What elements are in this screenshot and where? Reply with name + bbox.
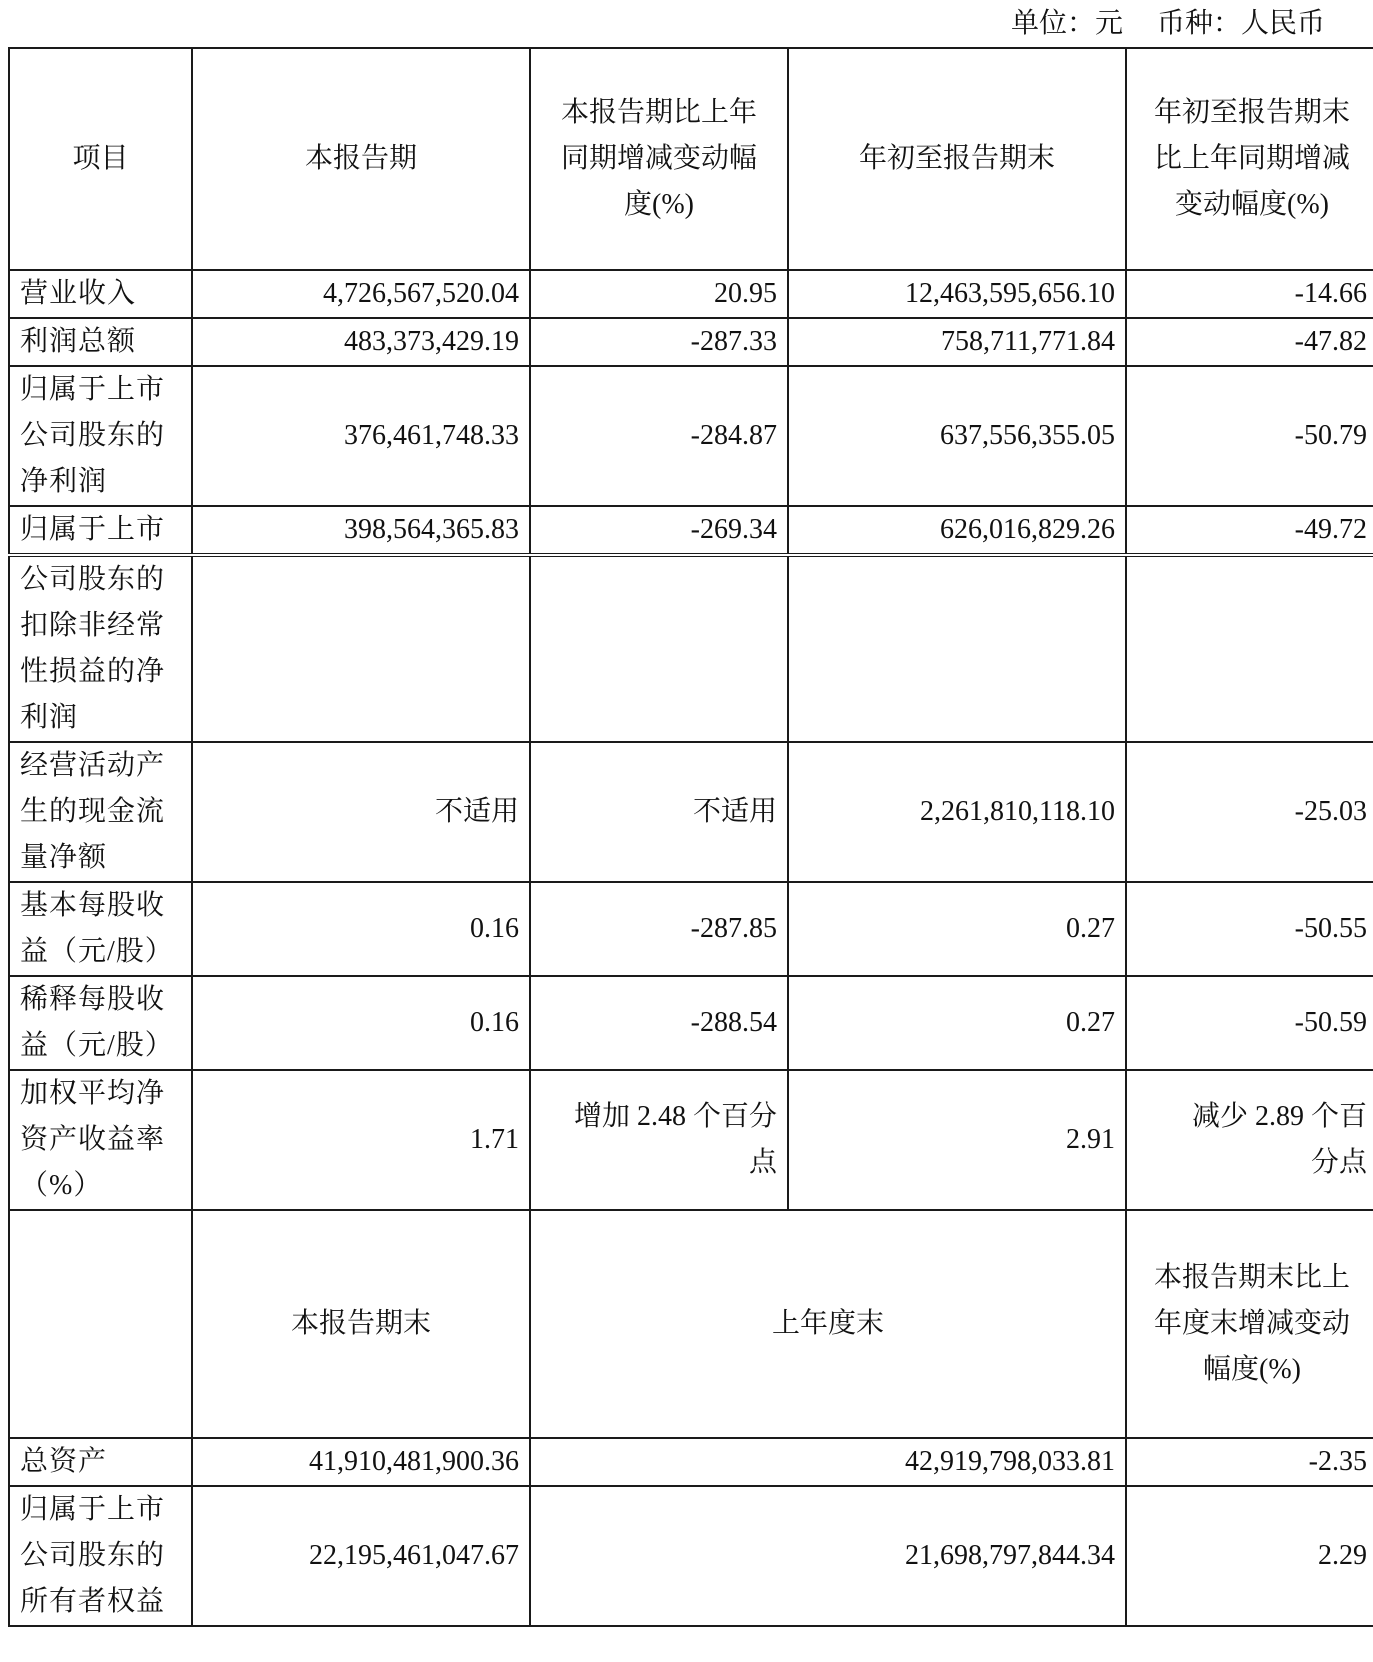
table-row [9, 318, 1373, 366]
cell-current-yoy: -287.85 [530, 882, 788, 976]
cell-ytd: 2.91 [788, 1070, 1126, 1210]
cell-current: 不适用 [192, 742, 530, 882]
header-ytd: 年初至报告期末 [788, 48, 1126, 270]
table-row [9, 270, 1373, 318]
header-period-change: 本报告期末比上年度末增减变动幅度(%) [1126, 1210, 1373, 1438]
cell-ytd: 12,463,595,656.10 [788, 270, 1126, 318]
cell-ytd: 626,016,829.26 [788, 506, 1126, 555]
cell-ytd [788, 555, 1126, 742]
cell-prior-year-end: 21,698,797,844.34 [530, 1486, 1126, 1626]
table-row [9, 742, 1373, 882]
table-row [9, 1486, 1373, 1626]
table-row [9, 1070, 1373, 1210]
cell-current-yoy: 20.95 [530, 270, 788, 318]
row-label: 归属于上市 [9, 506, 192, 555]
row-label: 归属于上市公司股东的净利润 [9, 366, 192, 506]
header-row [9, 48, 1373, 270]
financial-data-table [8, 47, 1373, 1627]
row-label: 利润总额 [9, 318, 192, 366]
cell-current: 398,564,365.83 [192, 506, 530, 555]
cell-current: 376,461,748.33 [192, 366, 530, 506]
cell-ytd-yoy: -50.59 [1126, 976, 1373, 1070]
row-label: 稀释每股收益（元/股） [9, 976, 192, 1070]
cell-ytd: 0.27 [788, 976, 1126, 1070]
cell-current-yoy: 增加 2.48 个百分点 [530, 1070, 788, 1210]
cell-ytd-yoy: -14.66 [1126, 270, 1373, 318]
cell-current: 4,726,567,520.04 [192, 270, 530, 318]
row-label: 经营活动产生的现金流量净额 [9, 742, 192, 882]
row-label: 基本每股收益（元/股） [9, 882, 192, 976]
cell-ytd-yoy: -50.79 [1126, 366, 1373, 506]
cell-current: 0.16 [192, 882, 530, 976]
unit-note [1011, 4, 1325, 44]
currency-label: 币种：人民币 [1156, 8, 1325, 39]
table-row [9, 555, 1373, 742]
cell-current-yoy: 不适用 [530, 742, 788, 882]
cell-current-yoy: -287.33 [530, 318, 788, 366]
header-current-period: 本报告期 [192, 48, 530, 270]
cell-change: -2.35 [1126, 1438, 1373, 1486]
row-label: 加权平均净资产收益率（%） [9, 1070, 192, 1210]
table-row [9, 366, 1373, 506]
cell-current-yoy: -284.87 [530, 366, 788, 506]
cell-change: 2.29 [1126, 1486, 1373, 1626]
cell-period-end: 41,910,481,900.36 [192, 1438, 530, 1486]
cell-current: 483,373,429.19 [192, 318, 530, 366]
cell-ytd: 637,556,355.05 [788, 366, 1126, 506]
cell-current-yoy: -269.34 [530, 506, 788, 555]
cell-ytd-yoy: -49.72 [1126, 506, 1373, 555]
balance-header-row [9, 1210, 1373, 1438]
table-row [9, 1438, 1373, 1486]
cell-ytd-yoy: -47.82 [1126, 318, 1373, 366]
cell-ytd-yoy: 减少 2.89 个百分点 [1126, 1070, 1373, 1210]
cell-ytd-yoy: -25.03 [1126, 742, 1373, 882]
cell-ytd-yoy: -50.55 [1126, 882, 1373, 976]
header-prior-year-end: 上年度末 [530, 1210, 1126, 1438]
header-ytd-yoy: 年初至报告期末比上年同期增减变动幅度(%) [1126, 48, 1373, 270]
cell-current [192, 555, 530, 742]
table-row [9, 976, 1373, 1070]
cell-current-yoy: -288.54 [530, 976, 788, 1070]
cell-ytd: 758,711,771.84 [788, 318, 1126, 366]
row-label: 总资产 [9, 1438, 192, 1486]
cell-prior-year-end: 42,919,798,033.81 [530, 1438, 1126, 1486]
unit-label: 单位：元 [1010, 8, 1123, 39]
cell-ytd: 0.27 [788, 882, 1126, 976]
header-period-end: 本报告期末 [192, 1210, 530, 1438]
cell-current: 0.16 [192, 976, 530, 1070]
table-row [9, 882, 1373, 976]
cell-current: 1.71 [192, 1070, 530, 1210]
header-item: 项目 [9, 48, 192, 270]
table-row [9, 506, 1373, 555]
header-current-yoy: 本报告期比上年同期增减变动幅度(%) [530, 48, 788, 270]
balance-header-blank [9, 1210, 192, 1438]
cell-ytd-yoy [1126, 555, 1373, 742]
cell-ytd: 2,261,810,118.10 [788, 742, 1126, 882]
cell-current-yoy [530, 555, 788, 742]
cell-period-end: 22,195,461,047.67 [192, 1486, 530, 1626]
row-label: 公司股东的扣除非经常性损益的净利润 [9, 555, 192, 742]
row-label: 归属于上市公司股东的所有者权益 [9, 1486, 192, 1626]
row-label: 营业收入 [9, 270, 192, 318]
